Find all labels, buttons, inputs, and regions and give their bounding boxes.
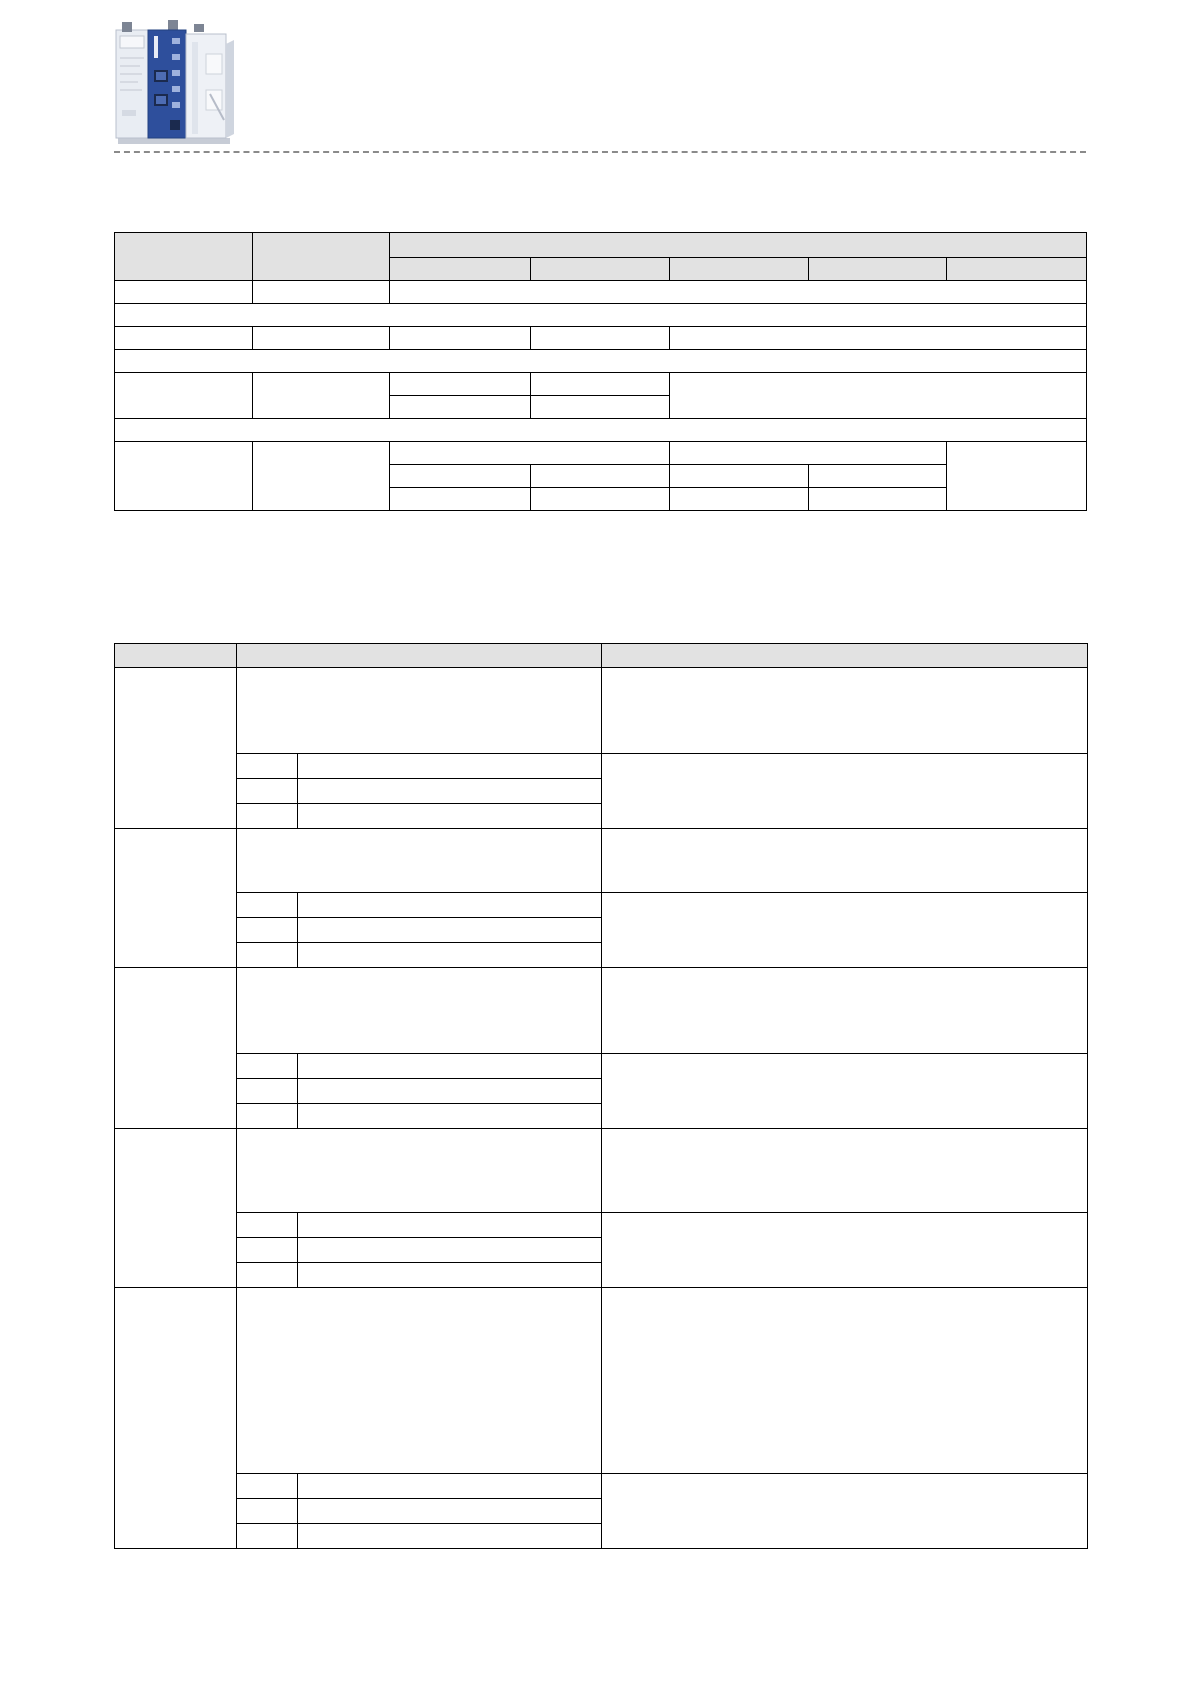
table-cell [602, 968, 1088, 1054]
table-cell [237, 1079, 298, 1104]
table-row [115, 442, 1087, 465]
group-label-cell [115, 668, 237, 829]
table-cell [808, 465, 947, 488]
table-cell [298, 1104, 602, 1129]
group-label-cell [115, 1288, 237, 1549]
table-cell [670, 465, 809, 488]
table-cell [947, 442, 1087, 511]
section-row [115, 350, 1087, 373]
section-cell [115, 304, 1087, 327]
table-cell [530, 465, 670, 488]
table-cell [390, 488, 531, 511]
table-row [115, 1054, 1088, 1079]
table-cell [530, 488, 670, 511]
table-cell [298, 1079, 602, 1104]
table-cell [602, 829, 1088, 893]
table-cell [390, 327, 531, 350]
group-label-cell [115, 1129, 237, 1288]
table-row [115, 668, 1088, 754]
header-cell [115, 233, 253, 281]
table-cell [237, 1263, 298, 1288]
table-cell [237, 1288, 602, 1474]
table-cell [115, 442, 253, 511]
table-cell [390, 396, 531, 419]
section-row [115, 304, 1087, 327]
header-cell [390, 233, 1087, 258]
table-cell [670, 488, 809, 511]
table-cell [252, 281, 390, 304]
table-row [115, 1288, 1088, 1474]
table-row [115, 1129, 1088, 1213]
table-row [115, 893, 1088, 918]
table-cell [298, 804, 602, 829]
table-cell [530, 327, 670, 350]
group-label-cell [115, 829, 237, 968]
table-cell [602, 668, 1088, 754]
subheader-cell [947, 258, 1087, 281]
table-cell [670, 327, 1087, 350]
table-cell [298, 893, 602, 918]
table-cell [237, 804, 298, 829]
table-cell [298, 754, 602, 779]
table-cell [115, 373, 253, 419]
table-cell [237, 779, 298, 804]
table-row [115, 327, 1087, 350]
product-image [114, 14, 236, 146]
table-cell [237, 1499, 298, 1524]
table-cell [237, 1474, 298, 1499]
table-cell [298, 1263, 602, 1288]
table-cell [252, 442, 390, 511]
table-cell [602, 1054, 1088, 1129]
table-cell [390, 442, 670, 465]
table-cell [298, 943, 602, 968]
group-label-cell [115, 968, 237, 1129]
table-cell [115, 327, 253, 350]
table-row [115, 1213, 1088, 1238]
table-cell [237, 829, 602, 893]
table-cell [298, 1524, 602, 1549]
table-cell [602, 1213, 1088, 1288]
table-cell [237, 918, 298, 943]
table-cell [390, 465, 531, 488]
table-cell [298, 1238, 602, 1263]
table-cell [390, 373, 531, 396]
table-cell [298, 1213, 602, 1238]
section-cell [115, 350, 1087, 373]
table-cell [670, 373, 1087, 419]
table-cell [237, 1213, 298, 1238]
table-cell [602, 893, 1088, 968]
table-cell [237, 1238, 298, 1263]
header-cell [602, 644, 1088, 668]
table-cell [237, 668, 602, 754]
table-cell [602, 1474, 1088, 1549]
section-row [115, 419, 1087, 442]
table-cell [237, 1104, 298, 1129]
table-cell [298, 1054, 602, 1079]
table-cell [298, 918, 602, 943]
table-cell [530, 373, 670, 396]
table-cell [115, 281, 253, 304]
table-row [115, 1474, 1088, 1499]
table-row [115, 281, 1087, 304]
table-cell [602, 1288, 1088, 1474]
detail-table [114, 643, 1088, 1549]
table-row [115, 754, 1088, 779]
table-cell [252, 373, 390, 419]
table-cell [237, 754, 298, 779]
subheader-cell [390, 258, 531, 281]
table-row [115, 968, 1088, 1054]
table-cell [237, 1129, 602, 1213]
table-cell [530, 396, 670, 419]
subheader-cell [670, 258, 809, 281]
subheader-cell [808, 258, 947, 281]
table-row [115, 373, 1087, 396]
table-cell [390, 281, 1087, 304]
table-cell [602, 754, 1088, 829]
table-cell [298, 1474, 602, 1499]
table-cell [252, 327, 390, 350]
header-divider [114, 151, 1086, 153]
table-cell [670, 442, 947, 465]
table-row [115, 829, 1088, 893]
header-cell [237, 644, 602, 668]
table-cell [237, 943, 298, 968]
header-cell [115, 644, 237, 668]
table-cell [298, 1499, 602, 1524]
table-cell [237, 1054, 298, 1079]
table-cell [237, 1524, 298, 1549]
table-cell [808, 488, 947, 511]
table-cell [298, 779, 602, 804]
header-cell [252, 233, 390, 281]
section-cell [115, 419, 1087, 442]
table-cell [237, 968, 602, 1054]
overview-table [114, 232, 1087, 511]
table-cell [602, 1129, 1088, 1213]
table-cell [237, 893, 298, 918]
subheader-cell [530, 258, 670, 281]
